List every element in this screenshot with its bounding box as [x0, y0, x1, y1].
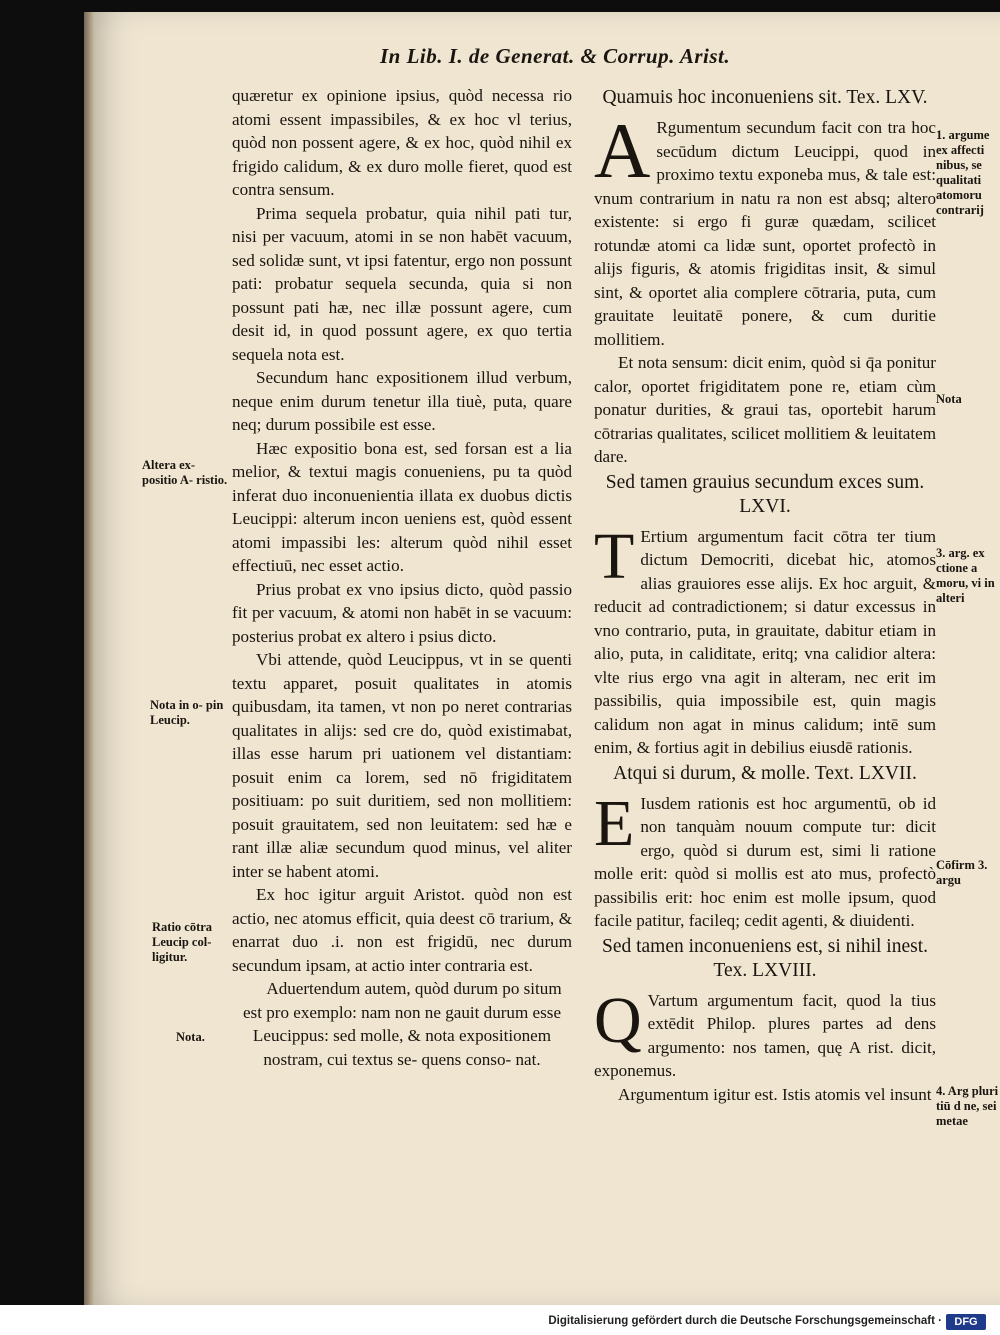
left-paragraph: Vbi attende, quòd Leucippus, vt in se quenti textu apparet, posuit qualitates in atomis quibusdam, ita tamen, vt non po neret contrarias qualitates in alijs: sed cre do, quòd existimabat, illas esse harum pri uationem vel distantiam: posuit enim ca lorem, sed nō frigiditatem positiuam: po suit duritiem, sed non mollitiem: posuit grauitatem, sed non leuitatem: sed hæ e rant illæ aliæ secundum quod minus, vel aliter inter se habent atomi.: [232, 650, 572, 881]
margin-note-right: Nota: [936, 392, 962, 406]
margin-note-left: Nota in o- pin Leucip.: [150, 698, 224, 727]
right-column: [594, 84, 936, 1106]
dropcap-t: T: [594, 519, 635, 593]
funding-notice: Digitalisierung gefördert durch die Deutsche Forschungsgemeinschaft ·: [548, 1315, 942, 1327]
section-heading-lxviii: Sed tamen inconueniens est, si nihil inest. Tex. LXVIII.: [601, 935, 929, 981]
paragraph-lxviii: Q Vartum argumentum facit, quod la tius extēdit Philop. plures partes ad dens argumento: nos tamen, quę A rist. dicit, exponemus.: [594, 983, 936, 1080]
section-heading-lxv: Quamuis hoc inconueniens sit. Tex. LXV.: [602, 87, 928, 108]
left-paragraph-closing: Aduertendum autem, quòd durum po situm est pro exemplo: nam non ne gauit durum esse Leucippus: sed molle, & nota expositionem nostram, cui textus se- quens conso- nat.: [242, 979, 562, 1069]
margin-note-right: 1. argume ex affecti nibus, se qualitati atomoru contrarij: [936, 128, 990, 217]
margin-note-right: Cōfirm 3. argu: [936, 858, 988, 887]
dropcap-q: Q: [594, 983, 642, 1057]
margin-note-left: Ratio cōtra Leucip col- ligitur.: [152, 920, 213, 964]
paragraph-lxvii: E Iusdem rationis est hoc argumentū, ob id non tanquàm nouum compute tur: dicit ergo, quòd si durum est, simi li ratione molle erit: quòd si mollis est ato mus, profectò passibilis erit: hoc enim est molle ipsum, quod facile patitur, facileq; cedit agenti, & diuidenti.: [594, 786, 936, 930]
margin-note-left: Nota.: [176, 1030, 205, 1044]
left-paragraph: Ex hoc igitur arguit Aristot. quòd non est actio, nec atomus efficit, quia deest cō trarium, & enarrat duo .i. non est frigidū, nec durum secundum ipsam, at actio inter contraria est.: [232, 885, 572, 975]
section-heading-lxvii: Atqui si durum, & molle. Text. LXVII.: [613, 762, 917, 784]
paragraph-lxviii-cont: Argumentum igitur est. Istis atomis vel insunt: [618, 1084, 932, 1104]
page-gutter: [84, 12, 94, 1305]
dfg-logo: DFG: [946, 1314, 986, 1330]
paragraph-lxvi: T Ertium argumentum facit cōtra ter tium dictum Democriti, dicebat hic, atomos alias grauiores esse alijs. Ex hoc arguit, & reducit ad contradictionem; si datur excessus in vno contrario, puta, in grauitate, dabitur etiam in alio, puta, in caliditate, eritq; vna calidior altera: vlte rius ergo vna agit in alteram, nec erit im passibilis, quia impossibile est, quin magis calidum non agat in minus calidum; intē sum enim, & fortius agit in debilius eiusdē rationis.: [594, 519, 936, 757]
section-heading-lxvi: Sed tamen grauius secundum exces sum. LXVI.: [605, 471, 925, 517]
dropcap-a: A: [594, 107, 651, 194]
left-paragraph: Hæc expositio bona est, sed forsan est a lia melior, & textui magis conueniens, pu ta quòd inferat duo inconuenientia illata ex duobus dictis Leucippi: alterum incon ueniens est, quòd essent atomi impassibi les: alterum quòd nihil esset effectiuū, nec esset actio.: [232, 438, 572, 575]
dropcap-e: E: [594, 786, 635, 860]
margin-note-right: 4. Arg pluri tiū d ne, sei metae: [936, 1084, 999, 1128]
running-head: In Lib. I. de Generat. & Corrup. Arist.: [380, 44, 731, 68]
footer-bar: [0, 1312, 1000, 1335]
left-paragraph: Prius probat ex vno ipsius dicto, quòd passio fit per vacuum, & atomi non habēt in se vacuum: posterius probat ex altero i psius dicto.: [232, 579, 572, 646]
paragraph-lxv-note: Et nota sensum: dicit enim, quòd si q̄a ponitur calor, oportet frigiditatem pone re, etiam cùm ponatur durities, & graui tas, oportebit harum cōtrarias qualitates, scilicet mollitiem & leuitatem dare.: [594, 353, 936, 466]
paragraph-lxv: A Rgumentum secundum facit con tra hoc secūdum dictum Leucippi, quod in proximo textu exponeba mus, & tale est: vnum contrarium in natu ra non est absq; altero existente: si ergo fi guræ quædam, scilicet rotundæ atomi ca lidæ sunt, oportet profectò in alijs figuris, & atomis frigiditas insit, & simul sint, & oportet alia complere cōtraria, puta, cum grauitate leuitatē ponere, & cum duritie mollitiem.: [594, 107, 936, 349]
margin-note-right: 3. arg. ex ctione a moru, vi in alteri: [936, 546, 995, 605]
left-paragraph: Secundum hanc expositionem illud verbum, neque enim durum tenetur illa tiuè, puta, quare neq; durum possibile est esse.: [232, 368, 572, 434]
left-column: [232, 84, 572, 1071]
left-paragraph: Prima sequela probatur, quia nihil pati tur, nisi per vacuum, atomi in se non habēt vacuum, sed solidæ sunt, vt ipsi fatentur, ergo non possunt pati: probatur sequela secunda, quia si non possunt pati hæ, nec illæ possunt agere, cum desit id, in quod possunt agere, ex quo tertia sequela nota est.: [232, 203, 572, 364]
margin-note-left: Altera ex- positio A- ristio.: [142, 458, 228, 487]
left-paragraph: quæretur ex opinione ipsius, quòd necessa rio atomi essent impassibiles, & ex hoc vl terius, quòd non possent agere, & ex hoc, quòd nihil ex frigido calidum, & ex duro molle fieret, quod est contra sensum.: [232, 86, 572, 199]
